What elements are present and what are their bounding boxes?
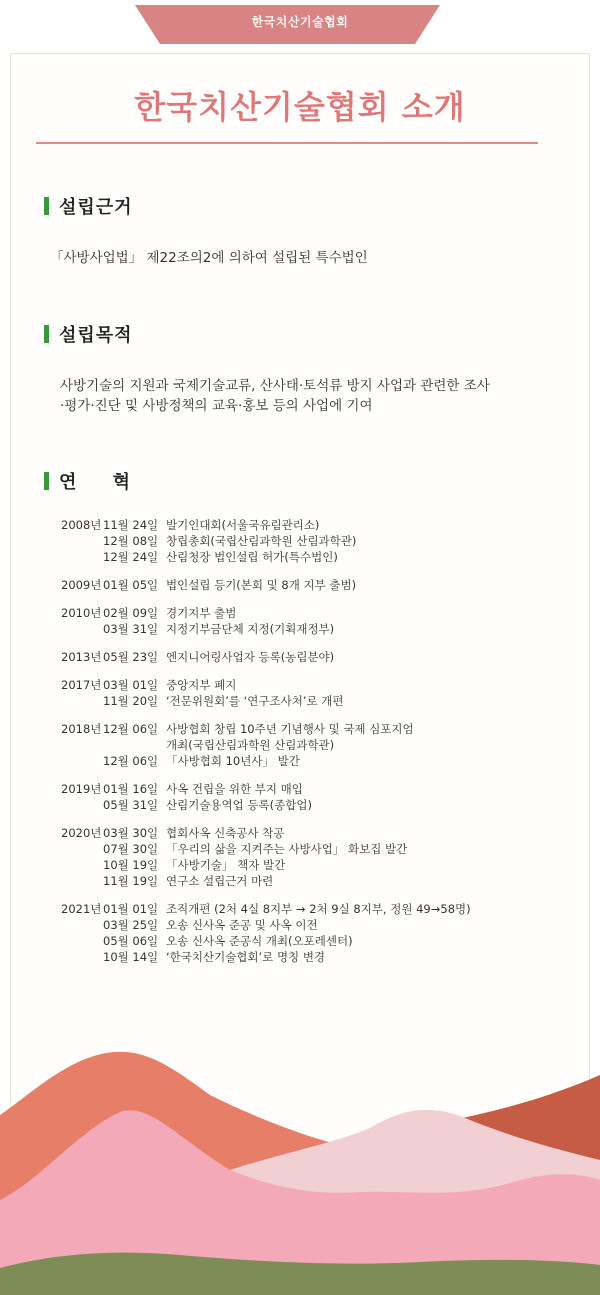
history-row bbox=[61, 693, 581, 709]
history-row bbox=[61, 737, 581, 753]
history-event: 조직개편 (2처 4실 8지부 → 2처 9실 8지부, 정원 49→58명) bbox=[166, 902, 471, 916]
history-row bbox=[61, 873, 581, 889]
section-purpose-title: 설립목적 bbox=[59, 325, 133, 346]
section-history-heading bbox=[44, 471, 131, 491]
history-year bbox=[61, 873, 103, 889]
history-year: 2013년 bbox=[61, 650, 102, 664]
history-year bbox=[61, 797, 103, 813]
history-event: 오송 신사옥 준공 및 사옥 이전 bbox=[166, 918, 318, 932]
section-basis-title: 설립근거 bbox=[59, 197, 133, 218]
history-year: 2009년 bbox=[61, 578, 102, 592]
history-date: 12월 06일 bbox=[103, 754, 159, 768]
section-history-title: 연 혁 bbox=[59, 472, 132, 493]
history-row bbox=[61, 753, 581, 769]
history-date bbox=[103, 737, 166, 753]
history-date: 05월 31일 bbox=[103, 798, 159, 812]
history-year bbox=[61, 841, 103, 857]
history-date: 03월 31일 bbox=[103, 622, 159, 636]
history-year-group bbox=[61, 781, 581, 813]
history-year bbox=[61, 693, 103, 709]
history-year-group bbox=[61, 901, 581, 965]
history-event: 엔지니어링사업자 등록(농림분야) bbox=[166, 650, 335, 664]
section-basis-heading bbox=[44, 196, 133, 216]
history-year: 2008년 bbox=[61, 518, 102, 532]
history-year bbox=[61, 533, 103, 549]
header-tab bbox=[0, 0, 600, 44]
history-date: 05월 06일 bbox=[103, 934, 159, 948]
history-row bbox=[61, 901, 581, 917]
history-year: 2018년 bbox=[61, 722, 102, 736]
page-title: 한국치산기술협회 소개 bbox=[134, 88, 466, 126]
history-row bbox=[61, 949, 581, 965]
section-purpose-line-1: 사방기술의 지원과 국제기술교류, 산사태·토석류 방지 사업과 관련한 조사 bbox=[60, 378, 490, 394]
history-year: 2021년 bbox=[61, 902, 102, 916]
history-year bbox=[61, 933, 103, 949]
history-year bbox=[61, 917, 103, 933]
history-event: 개최(국립산림과학원 산림과학관) bbox=[166, 738, 335, 752]
history-event: 「우리의 삶을 지켜주는 사방사업」 화보집 발간 bbox=[166, 842, 408, 856]
history-date: 11월 24일 bbox=[103, 518, 159, 532]
history-event: ‘전문위원회’를 ‘연구조사처’로 개편 bbox=[166, 694, 344, 708]
history-date: 03월 25일 bbox=[103, 918, 159, 932]
history-event: 산림기술용역업 등록(종합업) bbox=[166, 798, 312, 812]
history-date: 12월 08일 bbox=[103, 534, 159, 548]
history-year bbox=[61, 949, 103, 965]
history-row bbox=[61, 825, 581, 841]
history-year-group bbox=[61, 605, 581, 637]
history-year bbox=[61, 857, 103, 873]
history-row bbox=[61, 781, 581, 797]
history-date: 11월 19일 bbox=[103, 874, 159, 888]
section-marker bbox=[44, 197, 49, 215]
history-row bbox=[61, 841, 581, 857]
history-row bbox=[61, 533, 581, 549]
history-row bbox=[61, 677, 581, 693]
history-event: 중앙지부 폐지 bbox=[166, 678, 237, 692]
history-event: 협회사옥 신축공사 착공 bbox=[166, 826, 285, 840]
history-row bbox=[61, 605, 581, 621]
history-date: 02월 09일 bbox=[103, 606, 159, 620]
history-date: 11월 20일 bbox=[103, 694, 159, 708]
history-year-group bbox=[61, 721, 581, 769]
history-date: 12월 06일 bbox=[103, 722, 159, 736]
history-year: 2020년 bbox=[61, 826, 102, 840]
history-row bbox=[61, 549, 581, 565]
history-event: 창립총회(국립산림과학원 산림과학관) bbox=[166, 534, 357, 548]
history-date: 10월 19일 bbox=[103, 858, 159, 872]
history-event: 사방협회 창립 10주년 기념행사 및 국제 심포지엄 bbox=[166, 722, 414, 736]
history-year bbox=[61, 621, 103, 637]
history-year-group bbox=[61, 825, 581, 889]
history-year-group bbox=[61, 677, 581, 709]
history-event: 연구소 설립근거 마련 bbox=[166, 874, 274, 888]
history-year: 2019년 bbox=[61, 782, 102, 796]
history-date: 01월 05일 bbox=[103, 578, 159, 592]
history-year: 2010년 bbox=[61, 606, 102, 620]
history-event: ‘한국치산기술협회’로 명칭 변경 bbox=[166, 950, 326, 964]
history-row bbox=[61, 517, 581, 533]
history-year bbox=[61, 753, 103, 769]
history-year bbox=[61, 737, 103, 753]
history-event: 발기인대회(서울국유림관리소) bbox=[166, 518, 320, 532]
history-row bbox=[61, 721, 581, 737]
history-timeline bbox=[61, 517, 581, 977]
history-year: 2017년 bbox=[61, 678, 102, 692]
history-date: 05월 23일 bbox=[103, 650, 159, 664]
history-date: 03월 01일 bbox=[103, 678, 159, 692]
history-row bbox=[61, 797, 581, 813]
history-event: 산림청장 법인설립 허가(특수법인) bbox=[166, 550, 338, 564]
section-basis-text: 「사방사업법」 제22조의2에 의하여 설립된 특수법인 bbox=[50, 250, 368, 266]
history-date: 03월 30일 bbox=[103, 826, 159, 840]
history-row bbox=[61, 577, 581, 593]
history-year-group bbox=[61, 649, 581, 665]
history-event: 「사방기술」 책자 발간 bbox=[166, 858, 286, 872]
history-date: 01월 01일 bbox=[103, 902, 159, 916]
history-event: 사옥 건립을 위한 부지 매입 bbox=[166, 782, 303, 796]
section-purpose-line-2: ·평가·진단 및 사방정책의 교육·홍보 등의 사업에 기여 bbox=[60, 398, 373, 414]
section-marker bbox=[44, 325, 49, 343]
history-event: 경기지부 출범 bbox=[166, 606, 237, 620]
history-row bbox=[61, 933, 581, 949]
history-row bbox=[61, 649, 581, 665]
title-divider bbox=[36, 142, 538, 144]
history-year-group bbox=[61, 517, 581, 565]
history-date: 07월 30일 bbox=[103, 842, 159, 856]
history-date: 01월 16일 bbox=[103, 782, 159, 796]
history-row bbox=[61, 621, 581, 637]
header-tab-label: 한국치산기술협회 bbox=[251, 15, 349, 29]
section-purpose-heading bbox=[44, 324, 133, 344]
section-marker bbox=[44, 472, 49, 490]
history-event: 법인설립 등기(본회 및 8개 지부 출범) bbox=[166, 578, 357, 592]
history-row bbox=[61, 857, 581, 873]
history-event: 지정기부금단체 지정(기획재정부) bbox=[166, 622, 335, 636]
history-event: 오송 신사옥 준공식 개최(오포레센터) bbox=[166, 934, 353, 948]
history-date: 10월 14일 bbox=[103, 950, 159, 964]
history-row bbox=[61, 917, 581, 933]
mountain-illustration bbox=[0, 1040, 600, 1295]
history-date: 12월 24일 bbox=[103, 550, 159, 564]
history-year bbox=[61, 549, 103, 565]
history-year-group bbox=[61, 577, 581, 593]
history-event: 「사방협회 10년사」 발간 bbox=[166, 754, 300, 768]
